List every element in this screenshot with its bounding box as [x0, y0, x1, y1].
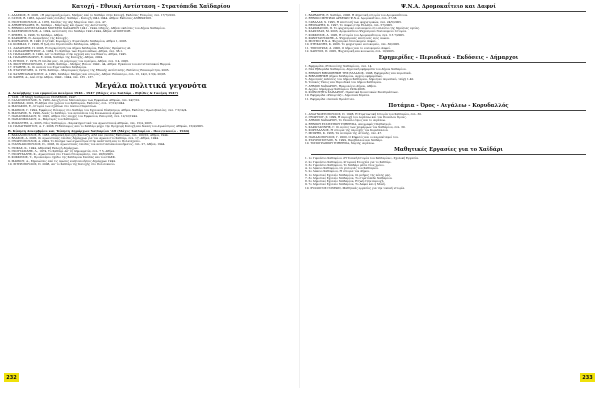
reference-item: 9. ΡΟΖΑΝΤΗΣ, Α., 2005, Νέος Χαϊδαρίου - Χαρακτηριστικά του Αγωνιστικού Αθηνών, σελ. 15/4, 2005.	[8, 120, 153, 125]
reference-item: 4. 1ο Λύκειο Χαϊδαρίου, Οι γειτονιές του Χαϊδαρίου.	[305, 166, 379, 170]
reference-item: 6. ΓΚΟΥΤΑΣΙΔΗΣ, Λ., 1974, Το Χαϊδάρι Απ' τη Δημοκρατία, σελ. 7 5, Αθήνα.	[8, 148, 116, 153]
reference-item: 15. ΡΙΤΣΟΣ, Γ. 1976, Η σελίδα μας - Οι μάρτυρες του πολέμου, Αθήνα, σελ. 3 4, 2005.	[8, 58, 130, 63]
reference-item: 12. ΠΑΠΑΔΗΜΗΤΡΙΟΥ, Α. 1984, Το Χαϊδάρι των Στρατοπέδων, Αθήνα, σελ. 38-1.	[8, 48, 123, 53]
reference-item: 5. ΕΘΝΙΚΟ ΑΝΤΙΣΤΑΣΙΑΚΟ ΜΟΥΣΕΙΟ ΧΑΪΔΑΡΙΟΥ 1941 - 1944. Οδηγός, Αθήνα: εκδόσεις του Δήμου Χαϊδαρίου.	[8, 26, 166, 30]
reference-item: 9. ΚΟΙΝΟΤΗΤΑ ΧΑΪΔΑΡΙΟΥ, Πρακτικά Κοινοτικών Συνεδριάσεων.	[305, 90, 399, 94]
reference-item: 7. ΚΟΚΚΙΝΟΣ, Δ. 1995, Η ιστορία του Δρομοκαΐτειου, σελ. 3 3 7/2005.	[305, 32, 405, 37]
reference-item: 10. Εφημερίδα «Ρεπορτάζ», Δημοτικά θέματα.	[305, 93, 370, 98]
reference-item: 3. ΚΟΣΜΑΣ, 2001, Η Αθήνα στα χρόνια του Χαϊδαρίου, Εκδόσεις, σελ. 17/12/1944.	[8, 101, 126, 105]
section-divider	[311, 110, 586, 111]
reference-list	[6, 96, 296, 129]
reference-item: 10. ΣΥΛΛΟΓΟΣ ΓΟΝΕΩΝ, Μαθητικές εργασίες για την τοπική ιστορία.	[305, 185, 406, 190]
reference-item: 14. ΠΑΠΑΘΕΟΔΟΡΟΥ, Ε. 2004, Χαϊδάρι της Κατοχής, Αθήνα, 2004.	[8, 55, 104, 60]
section-divider	[14, 11, 288, 12]
reference-item: 9. 7ο Δημοτικό Σχολείο Χαϊδαρίου, Το Δαφνί και η Μονή.	[305, 182, 386, 187]
reference-item: 11. ΛΑΖΑΡΙΔΗΣ, Π. 2003, Η συγκρότηση του Δήμου Χαϊδαρίου, Εκδόσεις Ιδρύματος ΑΙ.	[8, 45, 132, 50]
reference-item: 4. ΔΗΜΗΤΡΙΑΔΗΣ, Θ., Χαϊδάρι - Μάρτυρες και ήρωες της Αντίστασης.	[8, 22, 108, 27]
reference-item: 10. ΤΟΠΟΓΡΑΦΙΚΗ ΥΠΗΡΕΣΙΑ, Χάρτης Αιγάλεω.	[305, 141, 375, 145]
reference-item: 8. ΚΑΡΑΜΗΣ, Ν. Αναμνήσεις της Κατοχής.	[8, 35, 69, 40]
section-title: Εφημερίδες - Περιοδικά - Εκδόσεις - Δήμαρχοι	[378, 55, 519, 61]
reference-item: 7. ΠΑΠΑΝΙΚΟΛΑΟΥ, Ν. 1991, Αθήνα στις εποχές του Εμφυλίου, Ρεπορτάζ, σελ. 12/12/1944.	[8, 114, 138, 118]
reference-item: 9. ΜΑΡΚΟΥ, Α., Σημειώσεις από τις πρώτες κινητοποιήσεις Δημάρχων 1944.	[8, 158, 116, 163]
reference-list	[6, 14, 296, 79]
section-title: Ποτάμια - Όρος - Αιγάλεω - Κορυδαλλός	[388, 102, 509, 109]
reference-item: 7. ΖΗΣΗΣ, Δ. 1998, Το Χαϊδάρι, Αθήνα.	[8, 32, 64, 37]
section-title: Μαθητικές Εργασίες για το Χαϊδάρι	[394, 147, 503, 154]
reference-list	[6, 134, 296, 167]
right-page	[303, 4, 594, 384]
reference-item: 1. ΒΑΚΑΛΟΠΟΥΛΟΣ, Β. 1983, Αθηναϊκή Κατοχή (Σύνταξη, Α/Μ από σελίδες Εκδόσεων, σελ. 100/10, Αθήνα, 1944.	[8, 132, 169, 137]
reference-item: 3. ΔΗΜΟΣ ΧΑΪΔΑΡΙΟΥ, Το Ποικίλο Όρος και το Αιγάλεω.	[305, 118, 386, 123]
left-page	[6, 4, 296, 384]
reference-item: 10. ΚΟΣΜΑΣ, Γ. 1998, Η ζωή στο Στρατόπεδο Χαϊδαρίου, Αθήνα.	[8, 42, 100, 47]
section-hospitals	[303, 4, 594, 53]
reference-item: 12. ΧΑΡΙΤΟΣ, Π. 2005, Ψυχιατρική και κοινωνία, σελ. 10/2005.	[305, 48, 395, 53]
reference-item: 16. ΣΚΟΥΤΕΡΟΠΟΥΛΟΣ, Γ. 2008, Χαϊδάρι - Μνήμες Ηλίου: 1940 - 44, Αθήνα: Εγκαίνια του αντιστασιακού Θερμού.	[8, 61, 172, 66]
reference-item: 3. 3ο Γυμνάσιο Χαϊδαρίου, Το Χαϊδάρι μέσα στον χρόνο.	[305, 162, 385, 167]
reference-item: 5. ΚΑΡΑΜΑΝΟΣ, Π. Το ψυχιατρικό νοσοκομείο στο πλαίσιο της δημόσιας υγείας.	[305, 26, 421, 30]
reference-item: 18. ΣΤΑΥΡΟΥΛΗΣ, Δ. 1979, Χαϊδάρι - Μαρτυρικός δρόμος της Εθνικής Αντίστασης, Εκδόσεις Επικαιρότητα, 2005.	[8, 68, 170, 73]
reference-item: 8. 5ο Δημοτικό Σχολείο Χαϊδαρίου, Η ζωή στην περιοχή.	[305, 179, 385, 183]
reference-item: 19. ΧΑΤΖΗΠΑΝΑΓΙΩΤΟΥ, Α. 1995, Χαϊδάρι: Μνήμες και ιστορίες, Αθήνα: Επίκεντρο, σελ. 13, 14/2, 2 5/4, 20/05.	[8, 71, 167, 76]
reference-item: 2. ΓΕΩΡΓΙΟΥ, Σ. 1999, Η περιοχή του Αιγάλεω και του Ποικίλου Όρους.	[305, 115, 407, 119]
reference-item: 6. Τοπικός Τύπος και Περιοδικά του Δήμου Χαϊδαρίου.	[305, 80, 382, 85]
subsection-heading: Β. Κίνηση Δεκεμβρίου και 'Κίνηση Δημάρχων Χαϊδαρίου 'ΑΘ (Μάχες Χαϊδαρίου - Πολιτεκνείο - 1944)	[8, 129, 190, 133]
reference-item: 8. ΠΑΠΑΔΟΠΟΥΛΟΣ, Γ. 2000, Ο Κηφισός και οι παραπόταμοί του.	[305, 134, 399, 139]
reference-item: 5. Δημοτικές εκδόσεις του Δήμου Χαϊδαρίου, Δημοτικό περιοδικό, τεύχη 1-40.	[305, 77, 415, 81]
reference-item: 1. Εφημερίδα «Η Κοινότης Χαϊδαρίου», σελ. 14.	[305, 64, 373, 68]
reference-item: 2. Νέα Εβδομάδα Χαϊδαρίου, Δημοτική εφημερίδα του Δήμου Χαϊδαρίου.	[305, 67, 407, 72]
reference-item: 1. ΑΝΑΓΝΩΣΤΟΠΟΥΛΟΣ, Π. 1998, Η Στρατιωτική Ιστορία του Χαϊδαρίου, σελ. 30.	[305, 111, 422, 116]
page-gutter	[299, 4, 300, 388]
reference-item: 4. ΘΕΟΧΑΡΗΣ, Κ. 1997, Το Δαφνί στην Ελλάδα, σελ. 57/2005.	[305, 22, 393, 27]
reference-item: 9. ΜΟΥΣΙΟ Ψ.Ν.Α. Ψυχιατρικό Νοσοκομείο Δαφνί.	[305, 39, 377, 43]
reference-item: 8. ΠΑΠΑΝΙΚΟΛΑΟΥ, Α., Μάρτυρες του Χαϊδαρίου.	[8, 117, 79, 122]
reference-item: 7. 3ο Δημοτικό Σχολείο Χαϊδαρίου, Το στρατόπεδο Χαϊδαρίου.	[305, 175, 393, 180]
reference-item: 6. ΚΟΡΥΔΑΛΛΟΣ, Η ιστορία της περιοχής του Κορυδαλλού.	[305, 128, 389, 132]
subsection-heading: Α. Δεκέμβρης του εμφυλίου πολέμου 1946 - 1947 (Μάχες στο Χαϊδάρι - Ρεβίθες & Γαλήνη 1947)	[8, 91, 179, 95]
reference-item: 4. ΓΙΑΝΝΑΚΟΠΟΥΛΟΣ, Π., 2003, Οι αγωνιστικές σελίδες του αντιστασιακού κινήματος, σελ. 27, Αθήνα, 1944.	[8, 142, 166, 147]
section-press	[303, 55, 594, 101]
reference-item: 8. Αρχείο Δημάρχων Χαϊδαρίου 1934-2006.	[305, 86, 366, 91]
reference-item: 1. ΤΑΣΙ. «Η Μάχη Χαϊδαρίου» ΠΟΛΕΜΟΣ, 1947.	[8, 94, 77, 99]
reference-list	[303, 157, 594, 190]
page-number-badge: 233	[580, 373, 595, 382]
reference-item: 5. ΓΚΙΚΑΣ, Κ., 1944, Αθηναϊκή Εκλογή Δημάρχων.	[8, 145, 79, 150]
reference-item: 6. ΚΑΡΑΤΖΑΣ, Μ. 2003, Δρομοκαΐτειο Ψυχιατρικό Νοσοκομείο: Ιστορία.	[305, 29, 407, 34]
reference-item: 1. 1ο Γυμνάσιο Χαϊδαρίου «Η Τοπική Ιστορία του Χαϊδαρίου», Σχολική Εργασία.	[305, 156, 419, 161]
reference-item: 1. ΑΔΑΣΚΟΣ, Ε. 2005. «Η μαρτυρική μοίρα», Μνήμες από το Χαϊδάρι στην Κατοχή, Εκδόσεις Εταιρίας, σελ. 17/7/2010.	[8, 13, 176, 17]
reference-item: 7. ΜΠΙΡΗΣ, Κ. 1966, Τα ποτάμια της Αττικής, σελ. 47.	[305, 131, 383, 136]
reference-list	[303, 14, 594, 53]
reference-item: 17. ΣΤΑΘΗΣ, Σ., Οι κελλιά του Στρατοπέδου Χαϊδαρίου.	[8, 65, 88, 69]
reference-item: 7. ΓΚΟΡΤΣΑΛΗΣ, Κ., Αγωνιστικά στο Γλυκό Ντοκουμέντο, σελ. 20/6/2005.	[8, 152, 114, 156]
reference-item: 4. ΒΙΒΛΙΟΘΗΚΗ Δήμου Χαϊδαρίου, Αρχείο εφημερίδων.	[305, 73, 383, 78]
reference-item: 11. ΤΣΙΠΟΥΡΑΣ, Δ. 2006, Ο Δήμος και το νοσοκομείο Δαφνί.	[305, 45, 391, 50]
reference-item: 20. ΧΑΡΗΣ, Α., Από στην Αθήνα, 1940 - 1944, σελ. 135 - 137.	[8, 74, 94, 79]
reference-item: 2. ΓΑΛΑΝΟΠΟΥΛΟΣ, Ν. 1980, Αποχή στον Μεσοπόλεμο των Εμφυλίων Αθηνών, σελ. 24/7/10.	[8, 97, 141, 102]
section-occupation	[6, 4, 296, 79]
section-title: Ψ.Ν.Α. Δρομοκαΐτειο και Δαφνί	[401, 4, 496, 10]
section-divider	[311, 11, 586, 12]
reference-item: 13. ΠΑΠΑΔΑΚΗ, Σ. 1940, Απ' το Χαϊδάρι στην αγχόνη και τον θάνατο, Αθήνα, 1945.	[8, 52, 127, 56]
reference-item: 3. ΓΕΩΡΓΟΠΟΥΛΟΣ, Α. 2004, Το Κίνημα των αγωνιστών στην Ανάσταση και το Πολυτεχνείο.	[8, 139, 141, 143]
reference-item: 9. ΚΟΡΝΑΡΟΣ, Θ. 1945 (1η Γέκδ. Κορνάρος), Στρατόπεδο Χαϊδαρίου, Αθήνα 1, 2005.	[8, 39, 128, 43]
reference-item: 5. 2ο Λύκειο Χαϊδαρίου, Η ιστορία του Δήμου.	[305, 169, 370, 174]
reference-item: 2. 2ο Γυμνάσιο Χαϊδαρίου, Ιστορικά Στοιχεία για το Χαϊδάρι.	[305, 159, 392, 164]
reference-item: 2. ΕΘΝΙΚΟ ΜΗΤΡΩΟ ΑΡΧΕΙΩΝ Ψ.Ν.Α. Δρομοκαΐτειο, σελ. 37-38.	[305, 16, 398, 21]
reference-item: 2. ΓΑΤΟΣ, Β. 1963, Αγωνιστικές σελίδες: Χαϊδάρι - Κατοχή 1941-1944. Αθήνα: Εκδόσεις ΑΝΘΡΩΠΟΣ.	[8, 16, 152, 21]
reference-item: 6. 1ο Δημοτικό Σχολείο Χαϊδαρίου, Οι μνήμες της πόλης μας.	[305, 172, 392, 177]
page-number-badge: 232	[4, 373, 19, 382]
reference-item: 10. ΠΑΠΑΓΕΩΡΓΙΟΥ, Α. Γ. 2008, Η Επίδαυρος από το Χαϊδάρι μέχρι την Πρόχειρη Κατοχή και δίκαιη του Αγωνίστριες Αθηνών, 15/4/2005.	[8, 123, 204, 128]
reference-item: 10. ΣΠΥΡΟΠΟΥΛΟΣ, Π. 2008, Απ' το Χαϊδάρι της Κατοχής στο Πολιτεκνείο.	[8, 161, 116, 166]
reference-item: 9. ΣΤΑΥΡΟΠΟΥΛΟΣ, Ν. 1999, Περιβάλλον και Χαϊδάρι.	[305, 137, 383, 142]
section-geography	[303, 103, 594, 146]
section-divider	[311, 62, 586, 63]
reference-item: 7. ΔΗΜΟΣ ΧΑΪΔΑΡΙΟΥ, Ημερολόγιο Δήμου, Αθήνα.	[305, 83, 377, 88]
reference-item: 2. ΒΛΑΧΟΣ, Α. 2005, Οι αγωνιστικές σελίδες Δημάρχων για τον Αγώνα στο Χαϊδάρι, σελ. 17, Αθήνα, 1944.	[8, 135, 159, 140]
reference-item: 3. ΓΚΟΤΣΟΠΟΥΛΟΣ, Α. 1976, Σελίδες της 4ης Μαρτίου: Οκτ. σελ. 47.	[8, 19, 107, 24]
reference-item: 4. ΜΑΝΑΚΟΣ, Ε., Ιστορία των σχεδίων στο Δίκτυο Παρισσίων.	[8, 104, 98, 109]
reference-item: 6. ΖΑΦΕΙΡΟΠΟΥΛΟΣ, Α. 1994, Αντίσταση στο Χαϊδάρι 1941-1944, Αθήνα: ΑΠΟΣΤΟΛΗ.	[8, 29, 132, 34]
reference-list	[303, 113, 594, 146]
reference-item: 1. ΒΑΡΒΑΡΗΣ, Ε. Χαϊδάρι, 2006. Η Δημοτική ιστορία του Δρομοκαΐτειου.	[305, 13, 409, 17]
section-student-works	[303, 147, 594, 190]
reference-item: 3. ΓΑΒΑΛΑΣ, Χ. 1995, Η επιστολή των ψυχιατρικών, σελ. 24/5/2005.	[305, 19, 402, 24]
reference-item: 8. ΚΩΝΣΤΑΝΤΑΚΗΣ, Α. Ψυχιατρικές επιστολές ενός αιώνα.	[305, 35, 390, 40]
section-political-events	[6, 82, 296, 166]
reference-list	[303, 65, 594, 101]
reference-item: 4. ΕΘΝΙΚΗ ΣΤΑΤΙΣΤΙΚΗ ΥΠΗΡΕΣΙΑ, Απογραφές Πληθυσμού.	[305, 121, 392, 126]
section-title: Κατοχή - Εθνική Αντίσταση - Στρατόπεδα Χαϊδαρίου	[71, 4, 231, 10]
reference-item: 3. ΕΘΝΙΚΗ ΒΙΒΛΙΟΘΗΚΗ ΤΗΣ ΕΛΛΑΔΟΣ, 1998, Εφημερίδες και περιοδικά.	[305, 70, 412, 75]
reference-item: 11. Εφημερίδα «Δυτικά Προάστια».	[305, 96, 356, 101]
reference-item: 8. ΚΟΚΚΙΝΟΣ, Τ., Προπολέμιο σχέδιο της Χαϊδαρίου Σελίδας και του ΠΑΣΚ.	[8, 155, 116, 160]
reference-item: 6. ΜΑΝΔΡΟΣ, Ν. 1999, Λεκές το Χαϊδάρι, του αντιπάλου του Κοινωνικού Αγώνα.	[8, 110, 123, 115]
section-title: Μεγάλα πολιτικά γεγονότα	[95, 81, 207, 90]
reference-item: 10. ΣΤΕΦΑΝΗΣ, Κ. 2006. Το ψυχιατρικό νοσοκομείο, σελ. 30/2005.	[305, 42, 400, 47]
reference-item: 5. ΜΑΡΚΟΣ, Γ. 1994, Εμφύλιος Πόλεμος στο Χαϊδάρι του Σχολικού Σύνδεσμου, Αθήνα, Εκδόσεις Πρωτοβουλίας, σελ. 7 5/14/4.	[8, 107, 188, 112]
reference-item: 5. ΚΑΡΑΓΙΑΝΝΗΣ, Γ. Οι κοίτες των χειμάρρων του Χαϊδαρίου, σελ. 30.	[305, 124, 406, 129]
